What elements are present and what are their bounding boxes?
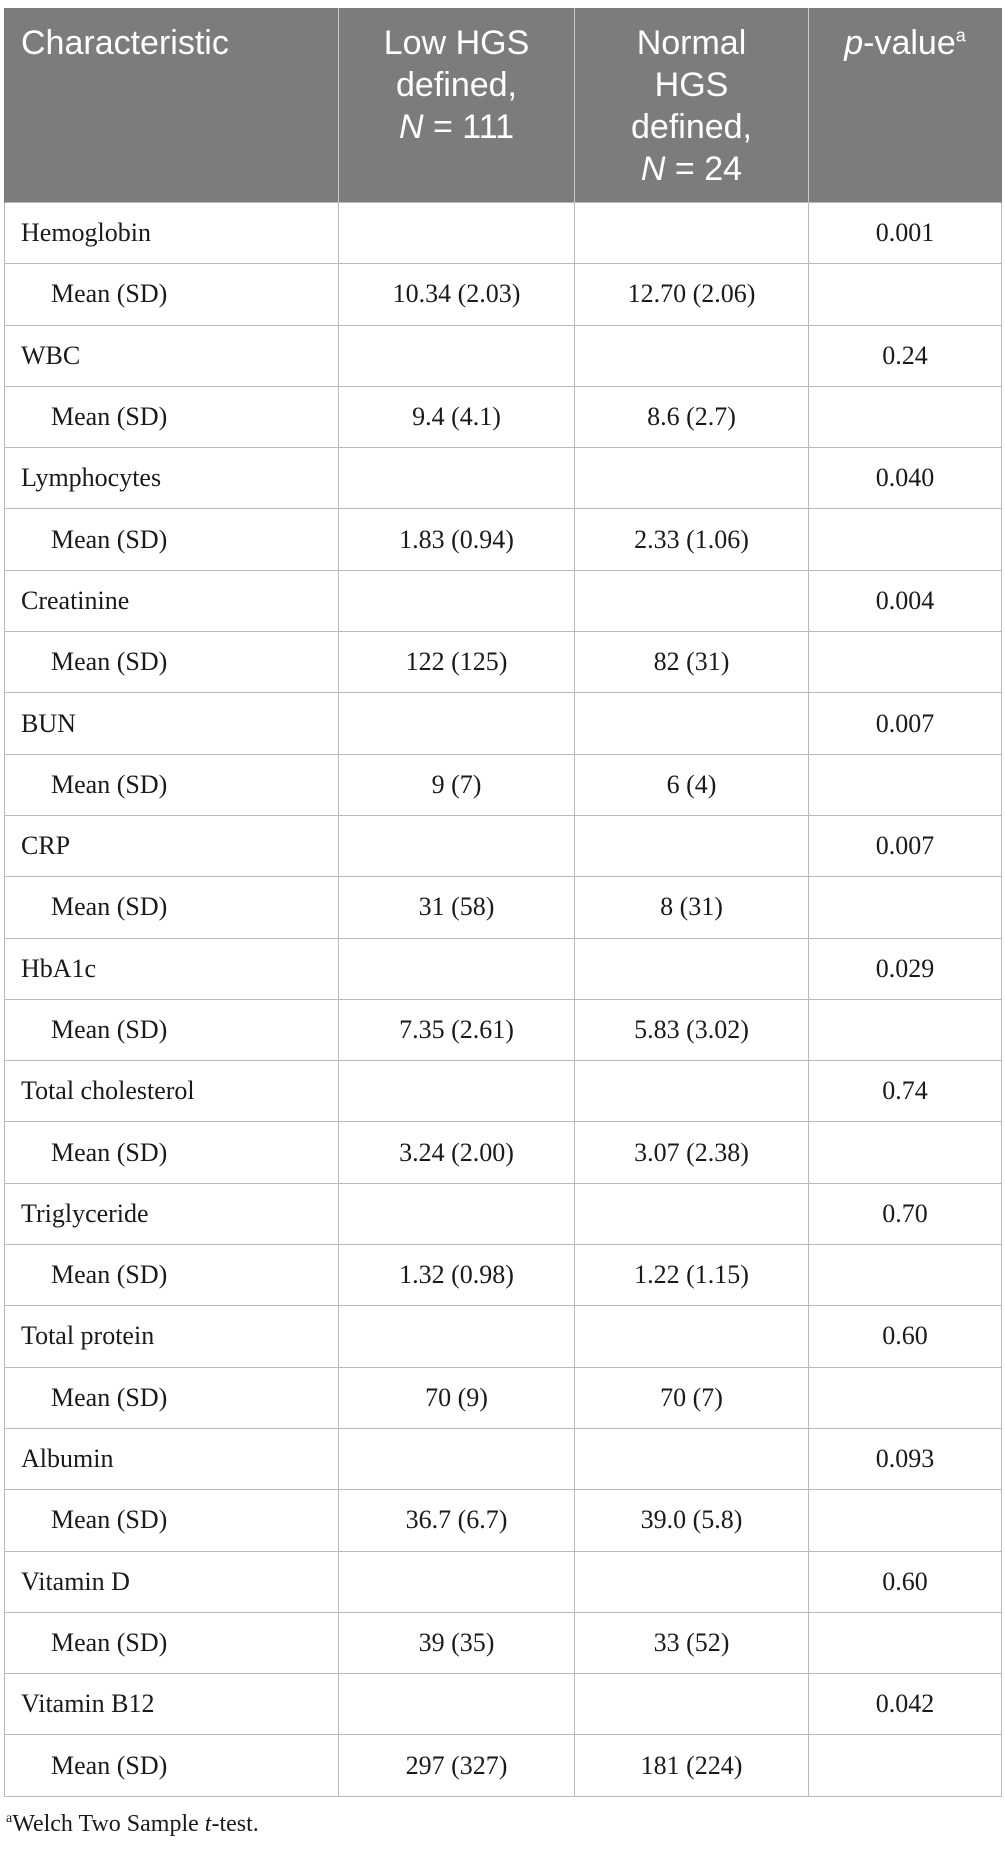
cell-low-hgs xyxy=(339,1183,575,1244)
cell-p-value: 0.029 xyxy=(809,938,1002,999)
table-row xyxy=(5,448,1002,509)
table-row xyxy=(5,1490,1002,1551)
cell-low-hgs xyxy=(339,1428,575,1489)
cell-p-value: 0.70 xyxy=(809,1183,1002,1244)
row-variable-label: Triglyceride xyxy=(5,1183,339,1244)
row-variable-label: Vitamin B12 xyxy=(5,1674,339,1735)
cell-p-value xyxy=(809,264,1002,325)
cell-low-hgs: 1.83 (0.94) xyxy=(339,509,575,570)
table-row xyxy=(5,509,1002,570)
cell-p-value xyxy=(809,509,1002,570)
cell-p-value: 0.24 xyxy=(809,325,1002,386)
cell-low-hgs xyxy=(339,815,575,876)
cell-p-value xyxy=(809,1490,1002,1551)
table-row xyxy=(5,877,1002,938)
cell-normal-hgs xyxy=(575,1428,809,1489)
row-stat-label: Mean (SD) xyxy=(5,1735,339,1796)
cell-low-hgs xyxy=(339,448,575,509)
cell-low-hgs xyxy=(339,1674,575,1735)
cell-normal-hgs xyxy=(575,693,809,754)
cell-low-hgs: 70 (9) xyxy=(339,1367,575,1428)
table-footnote: $^a$Welch Two Sample t-test. xyxy=(6,1810,259,1837)
row-variable-label: Total protein xyxy=(5,1306,339,1367)
header-p-value: p-value$^a$ xyxy=(809,8,1002,203)
cell-low-hgs: 1.32 (0.98) xyxy=(339,1245,575,1306)
table-row xyxy=(5,1551,1002,1612)
cell-normal-hgs xyxy=(575,938,809,999)
row-stat-label: Mean (SD) xyxy=(5,754,339,815)
cell-low-hgs: 9 (7) xyxy=(339,754,575,815)
table-row xyxy=(5,1306,1002,1367)
table-row xyxy=(5,1428,1002,1489)
row-stat-label: Mean (SD) xyxy=(5,632,339,693)
cell-p-value xyxy=(809,754,1002,815)
cell-low-hgs: 39 (35) xyxy=(339,1612,575,1673)
row-stat-label: Mean (SD) xyxy=(5,877,339,938)
cell-normal-hgs xyxy=(575,570,809,631)
row-variable-label: HbA1c xyxy=(5,938,339,999)
cell-normal-hgs xyxy=(575,203,809,264)
cell-p-value: 0.60 xyxy=(809,1306,1002,1367)
cell-normal-hgs: 181 (224) xyxy=(575,1735,809,1796)
header-low-hgs: Low HGS defined, N = 111 xyxy=(339,8,575,203)
characteristics-table xyxy=(4,8,1002,1797)
cell-p-value: 0.093 xyxy=(809,1428,1002,1489)
cell-normal-hgs: 82 (31) xyxy=(575,632,809,693)
table-row xyxy=(5,693,1002,754)
cell-normal-hgs xyxy=(575,1551,809,1612)
cell-p-value: 0.004 xyxy=(809,570,1002,631)
header-characteristic: Characteristic xyxy=(5,8,339,203)
cell-p-value: 0.007 xyxy=(809,815,1002,876)
cell-normal-hgs: 1.22 (1.15) xyxy=(575,1245,809,1306)
row-variable-label: Albumin xyxy=(5,1428,339,1489)
cell-low-hgs xyxy=(339,325,575,386)
cell-p-value: 0.001 xyxy=(809,203,1002,264)
header-low-hgs-n: N = 111 xyxy=(399,108,514,146)
cell-p-value xyxy=(809,999,1002,1060)
row-stat-label: Mean (SD) xyxy=(5,386,339,447)
table-row xyxy=(5,386,1002,447)
table-row xyxy=(5,1367,1002,1428)
table-row xyxy=(5,1735,1002,1796)
cell-normal-hgs: 8 (31) xyxy=(575,877,809,938)
cell-low-hgs: 122 (125) xyxy=(339,632,575,693)
table-row xyxy=(5,999,1002,1060)
cell-p-value xyxy=(809,1367,1002,1428)
row-stat-label: Mean (SD) xyxy=(5,1245,339,1306)
row-variable-label: Total cholesterol xyxy=(5,1061,339,1122)
cell-normal-hgs: 39.0 (5.8) xyxy=(575,1490,809,1551)
table-row xyxy=(5,264,1002,325)
cell-low-hgs xyxy=(339,1061,575,1122)
table-row xyxy=(5,1122,1002,1183)
cell-p-value xyxy=(809,632,1002,693)
cell-normal-hgs xyxy=(575,1061,809,1122)
row-variable-label: Lymphocytes xyxy=(5,448,339,509)
row-stat-label: Mean (SD) xyxy=(5,1612,339,1673)
cell-low-hgs xyxy=(339,938,575,999)
row-stat-label: Mean (SD) xyxy=(5,509,339,570)
cell-low-hgs xyxy=(339,570,575,631)
row-variable-label: BUN xyxy=(5,693,339,754)
table-row xyxy=(5,1061,1002,1122)
row-variable-label: CRP xyxy=(5,815,339,876)
cell-p-value: 0.74 xyxy=(809,1061,1002,1122)
table-row xyxy=(5,938,1002,999)
cell-normal-hgs: 3.07 (2.38) xyxy=(575,1122,809,1183)
cell-low-hgs: 31 (58) xyxy=(339,877,575,938)
table-row xyxy=(5,1245,1002,1306)
row-variable-label: WBC xyxy=(5,325,339,386)
cell-normal-hgs: 2.33 (1.06) xyxy=(575,509,809,570)
table-header xyxy=(5,8,1002,203)
cell-low-hgs: 36.7 (6.7) xyxy=(339,1490,575,1551)
cell-normal-hgs: 70 (7) xyxy=(575,1367,809,1428)
cell-low-hgs: 3.24 (2.00) xyxy=(339,1122,575,1183)
row-variable-label: Hemoglobin xyxy=(5,203,339,264)
table-row xyxy=(5,1674,1002,1735)
table-body xyxy=(5,203,1002,1797)
cell-normal-hgs xyxy=(575,325,809,386)
row-stat-label: Mean (SD) xyxy=(5,999,339,1060)
cell-normal-hgs: 5.83 (3.02) xyxy=(575,999,809,1060)
cell-p-value xyxy=(809,1612,1002,1673)
table-row xyxy=(5,754,1002,815)
cell-low-hgs xyxy=(339,693,575,754)
table-row xyxy=(5,570,1002,631)
cell-normal-hgs: 6 (4) xyxy=(575,754,809,815)
cell-normal-hgs xyxy=(575,1183,809,1244)
cell-p-value xyxy=(809,877,1002,938)
cell-low-hgs xyxy=(339,1551,575,1612)
table-row xyxy=(5,203,1002,264)
row-stat-label: Mean (SD) xyxy=(5,1490,339,1551)
row-stat-label: Mean (SD) xyxy=(5,264,339,325)
table-row xyxy=(5,632,1002,693)
table-row xyxy=(5,1183,1002,1244)
cell-p-value: 0.60 xyxy=(809,1551,1002,1612)
cell-p-value: 0.040 xyxy=(809,448,1002,509)
row-stat-label: Mean (SD) xyxy=(5,1122,339,1183)
header-row xyxy=(5,8,1002,203)
table-row xyxy=(5,1612,1002,1673)
cell-p-value: 0.007 xyxy=(809,693,1002,754)
cell-p-value: 0.042 xyxy=(809,1674,1002,1735)
cell-normal-hgs xyxy=(575,815,809,876)
table-row xyxy=(5,325,1002,386)
cell-p-value xyxy=(809,1245,1002,1306)
row-variable-label: Vitamin D xyxy=(5,1551,339,1612)
header-normal-hgs-n: N = 24 xyxy=(640,150,743,188)
cell-normal-hgs: 12.70 (2.06) xyxy=(575,264,809,325)
cell-normal-hgs xyxy=(575,448,809,509)
cell-low-hgs: 10.34 (2.03) xyxy=(339,264,575,325)
cell-normal-hgs: 8.6 (2.7) xyxy=(575,386,809,447)
cell-p-value xyxy=(809,386,1002,447)
cell-p-value xyxy=(809,1735,1002,1796)
cell-low-hgs: 297 (327) xyxy=(339,1735,575,1796)
cell-normal-hgs xyxy=(575,1674,809,1735)
cell-low-hgs: 7.35 (2.61) xyxy=(339,999,575,1060)
table-container xyxy=(4,8,1001,1838)
header-normal-hgs: Normal HGS defined, N = 24 xyxy=(575,8,809,203)
row-stat-label: Mean (SD) xyxy=(5,1367,339,1428)
cell-p-value xyxy=(809,1122,1002,1183)
cell-normal-hgs: 33 (52) xyxy=(575,1612,809,1673)
cell-low-hgs xyxy=(339,1306,575,1367)
table-row xyxy=(5,815,1002,876)
cell-low-hgs xyxy=(339,203,575,264)
cell-normal-hgs xyxy=(575,1306,809,1367)
row-variable-label: Creatinine xyxy=(5,570,339,631)
cell-low-hgs: 9.4 (4.1) xyxy=(339,386,575,447)
